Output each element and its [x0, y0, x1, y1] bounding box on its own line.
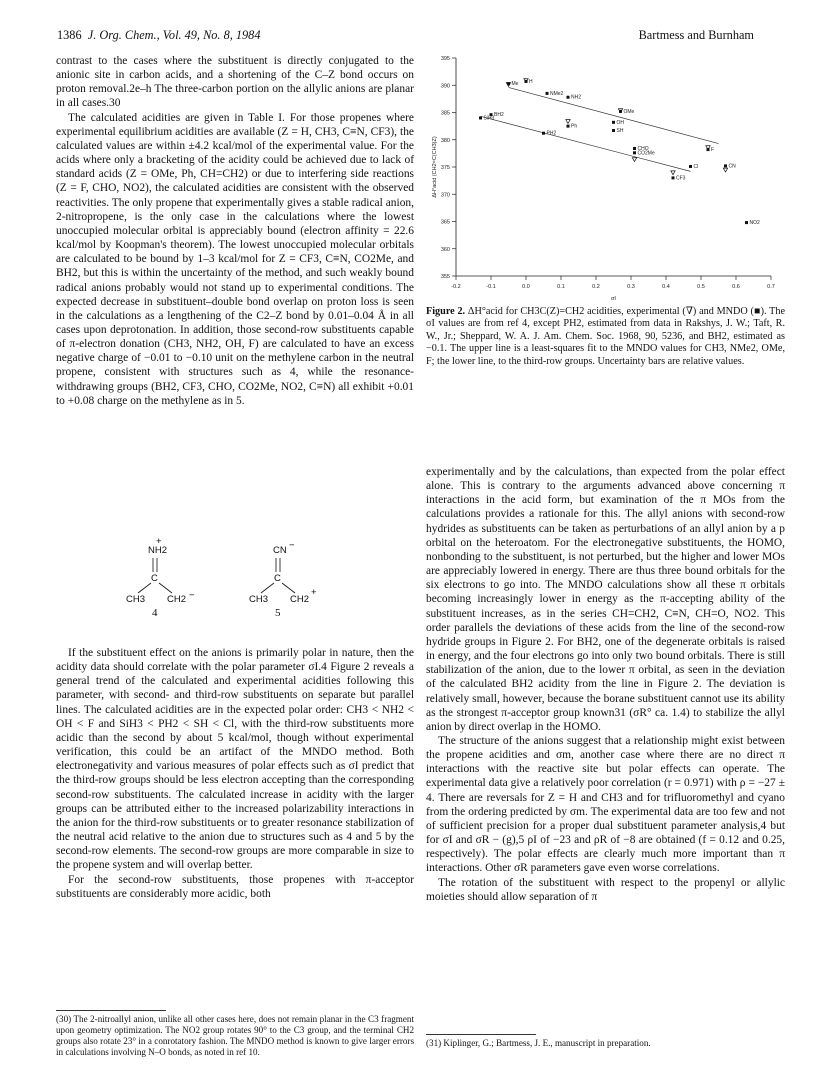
- chemical-structures-4-5: [110, 536, 360, 616]
- structure-4: [126, 536, 195, 616]
- x-tick-label: 0.4: [662, 284, 670, 290]
- y-tick-label: 370: [440, 192, 450, 199]
- fit-line-upper: [509, 87, 719, 143]
- point-label-cn: CN: [728, 163, 736, 170]
- mndo-point-no2: [745, 221, 748, 224]
- structure-number-4: 4: [152, 607, 158, 616]
- point-label-sh: SH: [616, 127, 624, 134]
- structure-number-5: 5: [275, 607, 281, 616]
- left-column: [56, 54, 414, 408]
- exp-point-f: [706, 146, 710, 150]
- paragraph-4: For the second-row substituents, those propenes with π-acceptor substituents are considerably more acidic, both: [56, 873, 414, 900]
- x-tick-label: 0.3: [627, 284, 635, 290]
- s4-carbon: C: [151, 573, 158, 584]
- y-tick-label: 365: [440, 219, 450, 226]
- s4-charge: −: [189, 590, 195, 601]
- x-tick-label: 0.0: [522, 284, 530, 290]
- mndo-point-cn: [724, 164, 727, 167]
- point-label-bh2: BH2: [494, 112, 504, 119]
- footnote-30: (30) The 2-nitroallyl anion, unlike all other cases here, does not remain planar in the C3 fragment upon geometry optimization. The NO2 group rotates 90° to the C3 group, and the terminal CH2 groups also rotate 23° in a conrotatory fashion. The MNDO method is known to give larger errors in calculations involving N–O bonds, as noted in ref 10.: [56, 1014, 414, 1057]
- fit-line-lower: [481, 116, 691, 171]
- y-tick-label: 375: [440, 165, 450, 171]
- point-label-co2me: CO2Me: [637, 150, 655, 157]
- paragraph-3: If the substituent effect on the anions is primarily polar in nature, then the acidity data should correlate with the polar parameter σI.4 Figure 2 reveals a general trend of the calculated and experimental acidities following this parameter, with second- and third-row substituents on separate but parallel lines. The calculated acidities are in the expected polar order: CH3 < NH2 < OH < F and SiH3 < PH2 < SH < Cl, with the third-row substituents more acidic than the second by about 5 kcal/mol, though without experimental verification, this could be an artifact of the MNDO method. Both electronegativity and various measures of polar effects such as σI predict that the third-row groups should be less electron accepting than the corresponding second-row substituents. The calculated increase in acidity with the larger groups can be attributed either to the increased polarizability interactions in the anion for the third-row substituents or to greater resonance stabilization of the neutral acid relative to the anion due to structures such as 4 and 5 by the second-row elements. The second-row groups are more comparable in size to the propene system and will overlap better.: [56, 647, 414, 872]
- point-label-sih3: SiH3: [483, 115, 495, 122]
- point-label-nh2: NH2: [571, 94, 582, 101]
- paragraph-r1: experimentally and by the calculations, than expected from the polar effect alone. This is contrary to the arguments advanced above concerning π interactions in the acid form, but examination of the π MOs from the calculations provides a rationale for this. The allyl anions with second-row hydrides as substituents can be taken as perturbations of an allyl anion by a p orbital on the heteroatom. For the electronegative substituents, the HOMO, nonbonding to the substituent, is not perturbed, but the higher and lower MOs are appreciably lowered in energy. There are thus three bound orbitals for the six electrons to go into. The MNDO calculations show all these π orbitals becoming increasingly lower in energy as the π-accepting ability of the substituent increases, as in the series CH=CH2, C≡N, CH=O, NO2. This order parallels the deviations of these acids from the line of the second-row hydride groups in Figure 2. For BH2, one of the degenerate orbitals is raised in energy, and the four electrons go into only two bound orbitals. There is still stabilization of the anion, due to the lower π orbital, as seen in the deviation of the calculated BH2 acidity from the line in Figure 2. The deviation is relatively small, however, because the borane substituent cannot use its ability as the strongest π-acceptor group known31 (σR° ca. 1.4) to stabilize the allyl anion by direct overlap in the HOMO.: [426, 466, 785, 733]
- mndo-point-oh: [612, 121, 615, 124]
- exp-point-ph: [566, 120, 570, 124]
- point-label-no2: NO2: [749, 220, 760, 227]
- y-tick-label: 360: [440, 246, 450, 253]
- point-label-me: Me: [511, 81, 519, 88]
- x-tick-label: 0.7: [767, 284, 775, 290]
- mndo-point-cf3: [672, 176, 675, 179]
- x-tick-label: -0.2: [451, 284, 461, 290]
- s5-left-group: CH3: [249, 594, 269, 605]
- exp-point-cf3: [671, 171, 675, 175]
- y-tick-label: 395: [440, 56, 450, 62]
- mndo-point-nme2: [546, 92, 549, 95]
- point-label-ph: Ph: [571, 123, 578, 130]
- structure-5: [249, 540, 317, 616]
- footnote-rule-right: [426, 1034, 536, 1035]
- s5-top-group: CN: [273, 545, 287, 556]
- x-tick-label: 0.1: [557, 284, 565, 290]
- figure-2-chart: [426, 46, 788, 306]
- right-column: [426, 465, 785, 904]
- s5-carbon: C: [274, 573, 281, 584]
- point-label-f: F: [711, 147, 715, 154]
- x-axis-label: σI: [611, 296, 616, 302]
- x-tick-label: 0.5: [697, 284, 705, 290]
- fit-lines: [481, 87, 719, 171]
- y-tick-label: 355: [440, 274, 450, 280]
- s4-left-group: CH3: [126, 594, 146, 605]
- point-label-oh: OH: [616, 119, 624, 126]
- paragraph-2: The calculated acidities are given in Table I. For those propenes where experimental equilibrium acidities are available (Z = H, CH3, C≡N, CF3), the calculated values are within ±4.2 kcal/mol of the experimental value. For the acids where only a bracketing of the acidity could be achieved due to lack of standard acids (Z = OMe, Ph, CH=CH2) or due to interfering side reactions (Z = F, CHO, NO2), the calculated acidities are consistent with the observed reactivities. The only propene that experimentally gives a stable radical anion, 2-nitropropene, is the only case in the calculations where the lowest unoccupied molecular orbital is appreciably bound (electron affinity = 22.6 kcal/mol by Koopman's theorem). The lowest unoccupied molecular orbitals are calculated to be bound by 1–3 kcal/mol for Z = CF3, C≡N, CO2Me, and BH2, but this is within the uncertainty of the method, and such weakly bound radical anions probably would not stand up to experimental conditions. The expected decrease in substituent–double bond overlap on proton loss is seen in the calculations as a lengthening of the C2–Z bond by 0.01–0.04 Å in all cases upon deprotonation. In addition, those second-row substituents capable of π-electron donation (CH3, NH2, OH, F) are calculated to have an excess negative charge of −0.01 to −0.10 unit on the methylene carbon in the neutral propene, consistent with structures such as 4, while the resonance-withdrawing groups (BH2, CF3, CHO, CO2Me, NO2, C≡N) all exhibit +0.01 to +0.08 charge on the methylene as in 5.: [56, 111, 414, 407]
- mndo-point-ph: [567, 125, 570, 128]
- mndo-point-ph2: [542, 132, 545, 135]
- figure-caption-text: ΔH°acid for CH3C(Z)=CH2 acidities, experimental (∇) and MNDO (■). The σI values are from ref 4, except PH2, estimated from data in Rakshys, J. W.; Taft, R. W., Jr.; Sheppard, W. A. J. Am. Chem. Soc. 1968, 90, 5236, and BH2, estimated as −0.1. The upper line is a least-squares fit to the MNDO values for CH3, NMe2, OMe, F; the lower line, to the third-row groups. Uncertainty bars are relative values.: [426, 306, 785, 367]
- mndo-point-co2me: [633, 151, 636, 154]
- x-tick-label: 0.6: [732, 284, 740, 290]
- point-label-cl: Cl: [693, 163, 699, 170]
- page-number: 1386: [57, 28, 82, 42]
- y-tick-label: 380: [440, 137, 450, 144]
- chart-axes: [441, 56, 775, 290]
- figure-2: [426, 46, 788, 306]
- mndo-point-sh: [612, 129, 615, 132]
- s4-top-group: NH2: [148, 545, 168, 556]
- footnote-31: (31) Kiplinger, G.; Bartmess, J. E., manuscript in preparation.: [426, 1038, 651, 1048]
- x-tick-label: -0.1: [486, 284, 496, 290]
- journal-citation: J. Org. Chem., Vol. 49, No. 8, 1984: [87, 28, 261, 42]
- paragraph-r3: The rotation of the substituent with respect to the propenyl or allylic moieties should allow separation of π: [426, 876, 785, 903]
- point-label-h: H: [529, 78, 533, 85]
- left-column-continued: [56, 646, 414, 901]
- figure-label: Figure 2.: [426, 306, 466, 317]
- s5-charge: −: [289, 540, 295, 551]
- y-tick-label: 385: [440, 110, 450, 117]
- y-axis-label: ΔH°acid (CH2=C(CH3)Z): [432, 136, 438, 198]
- point-label-cho: CHO: [637, 145, 649, 152]
- exp-point-cn: [723, 168, 727, 172]
- running-header-left: [57, 28, 260, 43]
- s4-plus: +: [156, 536, 162, 547]
- paragraph-r2: The structure of the anions suggest that a relationship might exist between the propene acidities and σm, another case where there are no direct π interactions with the reactive site but polar effects can operate. The experimental data give a relatively poor correlation (r = 0.971) with ρ = −27 ± 4. There are reversals for Z = H and CH3 and for trifluoromethyl and cyano from the ordering predicted by σm. The experimental data are too few and not of sufficient precision for a proper dual substituent parameter analysis,4 but for σI and σR − (g),5 ρI of −23 and ρR of −8 are obtained (f = 0.12 and 0.25, respectively). The polar effects are clearly much more important than π interactions. Other σR parameters gave even worse correlations.: [426, 734, 785, 875]
- point-label-ome: OMe: [623, 108, 635, 115]
- s4-right-group: CH2: [167, 594, 187, 605]
- mndo-point-sih3: [479, 116, 482, 119]
- mndo-point-nh2: [567, 96, 570, 99]
- point-label-cf3: CF3: [676, 175, 686, 182]
- y-tick-label: 390: [440, 83, 450, 90]
- mndo-point-cl: [689, 165, 692, 168]
- paragraph-1: contrast to the cases where the substituent is directly conjugated to the anionic site in carbon acids, and a shortening of the C–Z bond occurs on proton removal.2e–h The three-carbon portion on the allylic anions are planar in all cases.30: [56, 55, 414, 110]
- point-label-ph2: PH2: [546, 130, 557, 137]
- footnote-rule-left: [56, 1010, 166, 1011]
- x-tick-label: 0.2: [592, 284, 600, 290]
- running-header-authors: Bartmess and Burnham: [638, 28, 754, 42]
- point-label-nme2: NMe2: [550, 90, 564, 97]
- s5-plus: +: [311, 587, 317, 598]
- figure-2-caption: [426, 306, 785, 368]
- exp-point-cho: [632, 158, 636, 162]
- mndo-point-cho: [633, 147, 636, 150]
- s5-right-group: CH2: [290, 594, 310, 605]
